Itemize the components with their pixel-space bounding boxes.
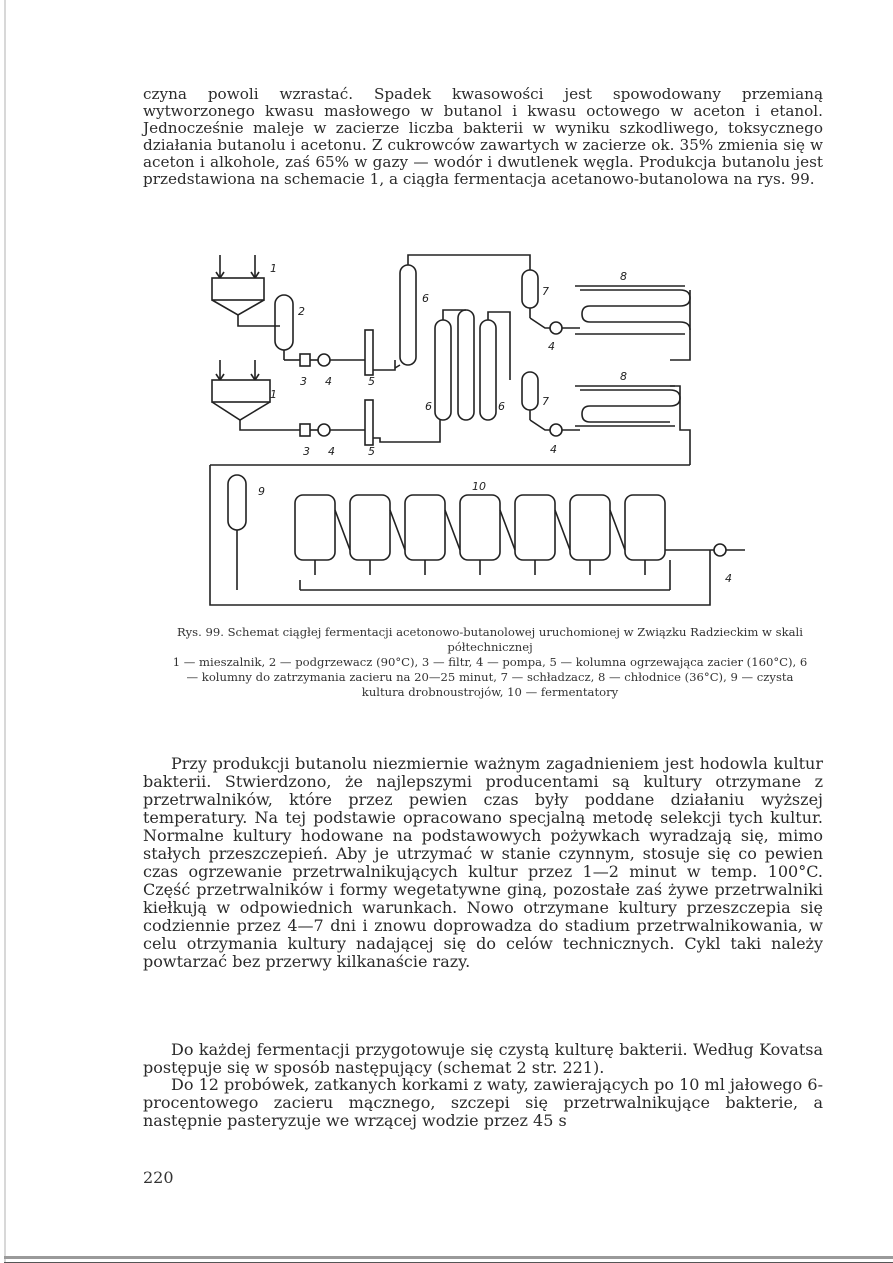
label-holding-lower-b: 6 — [498, 400, 505, 413]
cooler-8-upper — [575, 286, 690, 360]
label-pump-upper-right: 4 — [548, 340, 555, 353]
chiller-7-upper — [522, 270, 580, 334]
label-cooler-lower: 8 — [620, 370, 627, 383]
filter-pump-lower — [300, 400, 440, 445]
label-pure-culture: 9 — [258, 485, 265, 498]
pump-4-bottom — [665, 544, 745, 556]
caption-legend: 1 — mieszalnik, 2 — podgrzewacz (90°C), 3 — filtr, 4 — pompa, 5 — kolumna ogrzewająca zacier (160°C), 6 — kolumny do zatrzymania zacieru na 20—25 minut, 7 — schładzacz, 8 — chłodnice (36°C), 9 — czysta kultura drobnoustrojów, 10 — fermentatory — [172, 655, 808, 699]
cooler-8-lower — [575, 386, 690, 465]
paragraph-test-tubes: Do 12 probówek, zatkanych korkami z waty, zawierających po 10 ml jałowego 6-procentowego zacieru mącznego, szczepi się przetrwalnikujące bakterie, a następnie pasteryzuje we wrzącej wodzie przez 45 s — [143, 1075, 823, 1130]
label-mixer-lower: 1 — [270, 388, 277, 401]
page-edge — [4, 0, 6, 1263]
figure-caption — [170, 625, 810, 700]
label-mixer-upper: 1 — [270, 262, 277, 275]
caption-title: Rys. 99. Schemat ciągłej fermentacji acetonowo-butanolowej uruchomionej w Związku Radzieckim w skali półtechnicznej — [177, 625, 803, 654]
paragraph-pure-culture: Do każdej fermentacji przygotowuje się czystą kulturę bakterii. Według Kovatsa postępuje się w sposób następujący (schemat 2 str. 221). — [143, 1040, 823, 1077]
top-paragraph: czyna powoli wzrastać. Spadek kwasowości jest spowodowany przemianą wytworzonego kwasu masłowego w butanol i kwasu octowego w aceton i etanol. Jednocześnie maleje w zacierze liczba bakterii w wyniku szkodliwego, toksycznego działania butanolu i acetonu. Z cukrowców zawartych w zacierze ok. 35% zmienia się w aceton i alkohole, zaś 65% w gazy — wodór i dwutlenek węgla. Produkcja butanolu jest przedstawiona na schemacie 1, a ciągła fermentacja acetanowo-butanolowa na rys. 99. — [143, 85, 823, 188]
bottom-edge — [4, 1256, 893, 1259]
label-cooler-upper: 8 — [620, 270, 627, 283]
label-chiller-lower: 7 — [542, 395, 549, 408]
label-filter-lower: 3 — [303, 445, 310, 458]
label-column-upper: 5 — [368, 375, 375, 388]
mixer-1-lower — [212, 360, 300, 430]
label-pump-lower-right: 4 — [550, 443, 557, 456]
fermenters-10 — [295, 495, 670, 590]
label-pump-upper: 4 — [325, 375, 332, 388]
label-holding-upper: 6 — [422, 292, 429, 305]
chiller-7-lower — [522, 372, 580, 436]
filter-pump-upper — [300, 330, 395, 375]
process-diagram — [200, 250, 800, 620]
label-pump-lower: 4 — [328, 445, 335, 458]
label-filter-upper: 3 — [300, 375, 307, 388]
label-chiller-upper: 7 — [542, 285, 549, 298]
pure-culture-9 — [228, 475, 246, 590]
label-pump-bottom: 4 — [725, 572, 732, 585]
paragraph-culture-breeding: Przy produkcji butanolu niezmiernie ważnym zagadnieniem jest hodowla kultur bakterii. Stwierdzono, że najlepszymi producentami są kultury otrzymane z przetrwalników, które przez pewien czas były poddane działaniu wyższej temperatury. Na tej podstawie opracowano specjalną metodę selekcji tych kultur. Normalne kultury hodowane na podstawowych pożywkach wyradzają się, mimo stałych przeszczepień. Aby je utrzymać w stanie czynnym, stosuje się co pewien czas ogrzewanie przetrwalnikujących kultur przez 1—2 minut w temp. 100°C. Część przetrwalników i formy wegetatywne giną, pozostałe zaś żywe przetrwalniki kiełkują w odpowiednich warunkach. Nowo otrzymane kultury przeszczepia się codziennie przez 4—7 dni i znowu doprowadza do stadium przetrwalnikowania, w celu otrzymania kultury nadającej się do celów technicznych. Cykl taki należy powtarzać bez przerwy kilkanaście razy. — [143, 754, 823, 971]
page-number: 220 — [143, 1168, 174, 1187]
label-fermenters: 10 — [472, 480, 486, 493]
preheater-2-upper — [275, 295, 300, 360]
label-column-lower: 5 — [368, 445, 375, 458]
label-holding-lower-a: 6 — [425, 400, 432, 413]
label-preheater: 2 — [298, 305, 305, 318]
